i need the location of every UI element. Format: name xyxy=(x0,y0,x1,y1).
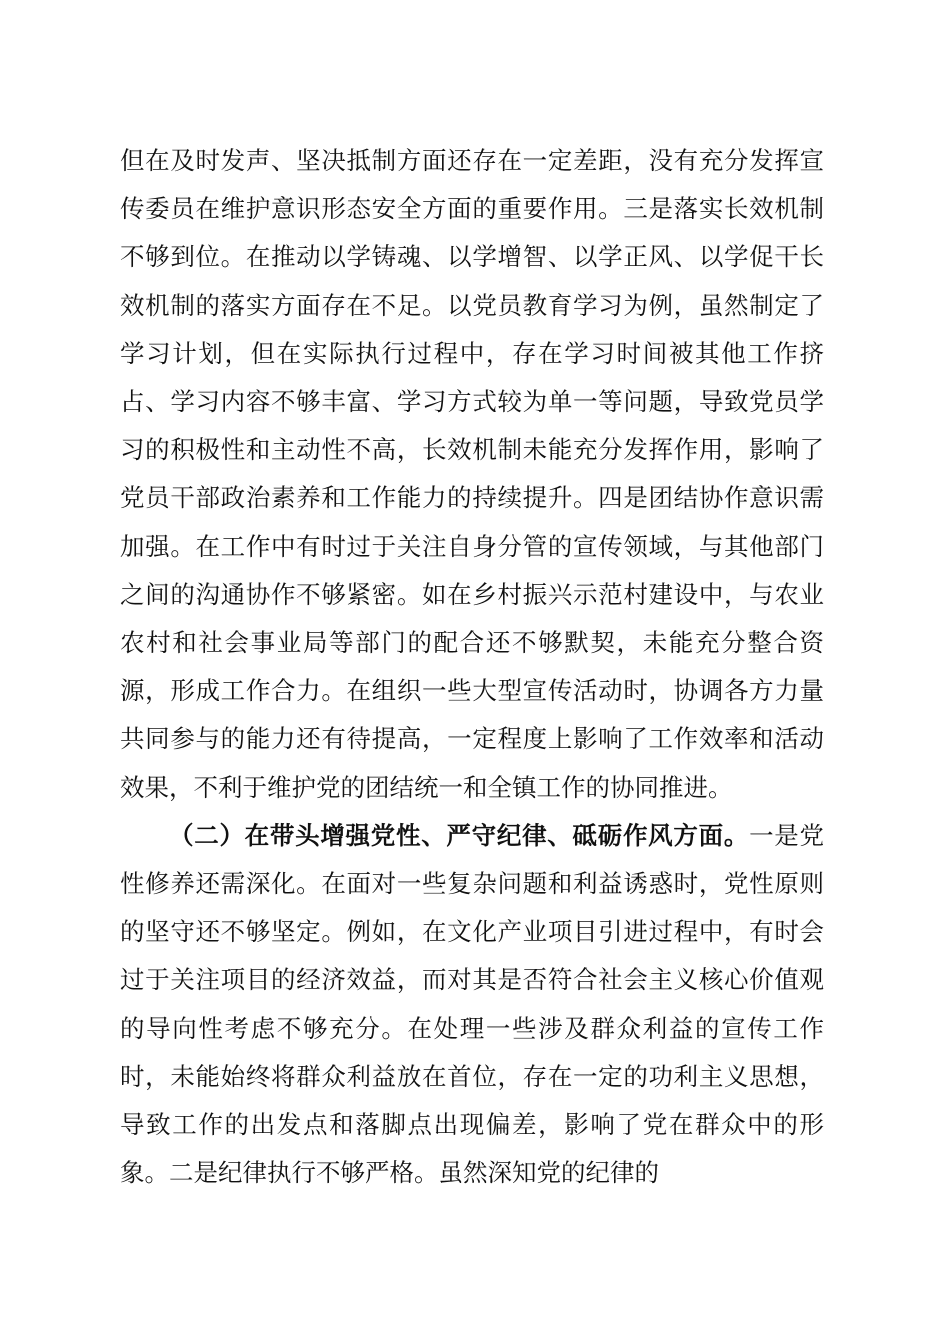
paragraph-continuation xyxy=(120,137,824,812)
section-heading: （二）在带头增强党性、严守纪律、砥砺作风方面。 xyxy=(169,820,750,850)
paragraph-text: 一是党性修养还需深化。在面对一些复杂问题和利益诱惑时，党性原则的坚守还不够坚定。例如，在文化产业项目引进过程中，有时会过于关注项目的经济效益，而对其是否符合社会主义核心价值观的导向性考虑不够充分。在处理一些涉及群众利益的宣传工作时，未能始终将群众利益放在首位，存在一定的功利主义思想，导致工作的出发点和落脚点出现偏差，影响了党在群众中的形象。二是纪律执行不够严格。虽然深知党的纪律的 xyxy=(120,820,825,1188)
document-body xyxy=(120,137,824,1197)
paragraph-section-two xyxy=(120,812,824,1198)
paragraph-text: 但在及时发声、坚决抵制方面还存在一定差距，没有充分发挥宣传委员在维护意识形态安全方面的重要作用。三是落实长效机制不够到位。在推动以学铸魂、以学增智、以学正风、以学促干长效机制的落实方面存在不足。以党员教育学习为例，虽然制定了学习计划，但在实际执行过程中，存在学习时间被其他工作挤占、学习内容不够丰富、学习方式较为单一等问题，导致党员学习的积极性和主动性不高，长效机制未能充分发挥作用，影响了党员干部政治素养和工作能力的持续提升。四是团结协作意识需加强。在工作中有时过于关注自身分管的宣传领域，与其他部门之间的沟通协作不够紧密。如在乡村振兴示范村建设中，与农业农村和社会事业局等部门的配合还不够默契，未能充分整合资源，形成工作合力。在组织一些大型宣传活动时，协调各方力量共同参与的能力还有待提高，一定程度上影响了工作效率和活动效果，不利于维护党的团结统一和全镇工作的协同推进。 xyxy=(120,146,824,802)
